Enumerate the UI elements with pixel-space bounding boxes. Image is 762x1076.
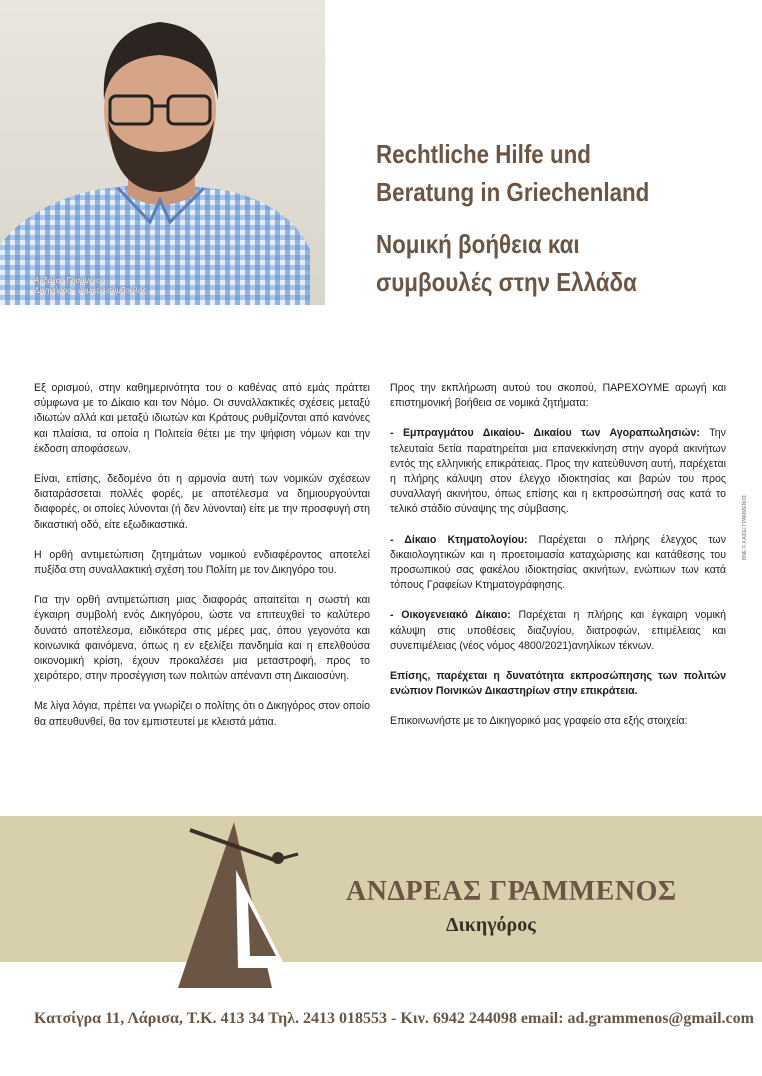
- photo-caption: [34, 276, 234, 296]
- law-firm-logo: [176, 818, 306, 990]
- intro-paragraph: Προς την εκπλήρωση αυτού του σκοπού, ΠΑΡΕΧΟΥΜΕ αρωγή και επιστημονική βοήθεια σε νομικά ζητήματα:: [390, 382, 726, 410]
- headline-greek-line2: συμβουλές στην Ελλάδα: [376, 267, 637, 297]
- firm-name: ΑΝΔΡΕΑΣ ΓΡΑΜΜΕΝΟΣ: [346, 876, 677, 907]
- service-title: - Δίκαιο Κτηματολογίου:: [390, 533, 528, 546]
- service-text: Την τελευταία 5ετία παρατηρείται μια επανεκκίνηση στην αγορά ακινήτων εντός της ελληνικής επικράτειας. Προς την κατεύθυνση αυτή, παρέχεται η πλήρης κάλυψη στον έλεγχο ιδιοκτησίας και βαρών του προς συναλλαγή ακινήτου, όπως επίσης και η εκπροσώπησή σας κατά το τελικό στάδιο σύναψης της σύμβασης.: [390, 427, 726, 516]
- headline-german: [376, 135, 686, 211]
- firm-title: Δικηγόρος: [446, 914, 536, 936]
- side-credit: ΒΝΕ © ΚΑΙΣΕΙ ΓΡΑΜΜΕΝΟΣ: [742, 494, 748, 560]
- headline-greek: [376, 225, 686, 301]
- portrait-illustration: [0, 0, 325, 305]
- headline: [376, 135, 686, 301]
- contact-line: Κατσίγρα 11, Λάρισα, Τ.Κ. 413 34 Τηλ. 2413 018553 - Κιν. 6942 244098 email: ad.grammenos@gmail.com: [34, 1010, 754, 1027]
- service-item: [390, 608, 726, 654]
- service-item: [390, 533, 726, 594]
- service-text: Παρέχεται η πλήρης και έγκαιρη νομική κάλυψη στις υποθέσεις διαζυγίου, διατροφών, επιμέλειας και συνεπιμέλειας (νέος νόμος 4800/2021)ανηλίκων τέκνων.: [390, 609, 726, 652]
- paragraph: Εξ ορισμού, στην καθημερινότητα του ο καθένας από εμάς πράττει σύμφωνα με το Δίκαιο και τον Νόμο. Οι συναλλακτικές σχέσεις μεταξύ ιδιωτών αλλά και μεταξύ ιδιωτών και Κράτους ρυθμίζονται από κανόνες και πλαίσια, τα οποία η Πολιτεία θέτει με την ψήφιση νόμων και την έκδοση αποφάσεων.: [34, 382, 370, 455]
- paragraph: Είναι, επίσης, δεδομένο ότι η αρμονία αυτή των νομικών σχέσεων διαταράσσεται πολλές φορές, με αποτέλεσμα να δημιουργούνται διαφορές, οι οποίες λύνονται (ή δεν λύνονται) είτε με την προσφυγή στη δικαστική οδό, είτε εξωδικαστικά.: [34, 473, 370, 531]
- service-item: [390, 426, 726, 517]
- paragraph: Για την ορθή αντιμετώπιση μιας διαφοράς απαιτείται η σωστή και έγκαιρη συμβολή ενός Δικηγόρου, ώστε να επιτευχθεί το καλύτερο δυνατό αποτέλεσμα, ειδικότερα στις μέρες μας, όπου γεγονότα και κοινωνικά φαινόμενα, όπως η εν εξελίξει πανδημία και η επελθούσα οικονομική κρίση, έχουν προκαλέσει μια μεταστροφή, προς το χειρότερο, στην προσέγγιση των πολιτών απέναντι στη Δικαιοσύνη.: [34, 594, 370, 683]
- service-title: - Εμπραγμάτου Δικαίου- Δικαίου των Αγοραπωλησιών:: [390, 427, 700, 440]
- caption-role: Δικηγόρος - νομικός σύμβουλος: [34, 286, 147, 295]
- headline-german-line2: Beratung in Griechenland: [376, 177, 650, 207]
- paragraph: Η ορθή αντιμετώπιση ζητημάτων νομικού ενδιαφέροντος αποτελεί πυξίδα στη συναλλακτική σχέση του Πολίτη με τον Δικηγόρο του.: [34, 548, 370, 577]
- bold-note-text: Επίσης, παρέχεται η δυνατότητα εκπροσώπησης των πολιτών ενώπιον Ποινικών Δικαστηρίων στην επικράτεια.: [390, 670, 726, 698]
- headline-german-line1: Rechtliche Hilfe und: [376, 139, 591, 169]
- left-column: [34, 381, 370, 745]
- paragraph: Με λίγα λόγια, πρέπει να γνωρίζει ο πολίτης ότι ο Δικηγόρος στον οποίο θα απευθυνθεί, θα τον εμπιστευτεί με κλειστά μάτια.: [34, 700, 370, 728]
- service-text: Παρέχεται ο πλήρης έλεγχος των δικαιολογητικών και η προετοιμασία καταχώρισης και κατάθεσης του προσωπικού σας φακέλου ιδιοκτησίας ακινήτων, ενώπιων των κατά τόπους Γραφείων Κτηματογράφησης.: [390, 533, 726, 592]
- portrait-photo: [0, 0, 325, 305]
- service-title: - Οικογενειακό Δίκαιο:: [390, 609, 511, 622]
- caption-name: Ανδρέας Γραμμένος: [34, 276, 105, 285]
- bold-note: [390, 669, 726, 699]
- right-column: [390, 381, 726, 745]
- headline-greek-line1: Νομική βοήθεια και: [376, 229, 580, 259]
- closing-paragraph: Επικοινωνήστε με το Δικηγορικό μας γραφείο στα εξής στοιχεία:: [390, 715, 688, 728]
